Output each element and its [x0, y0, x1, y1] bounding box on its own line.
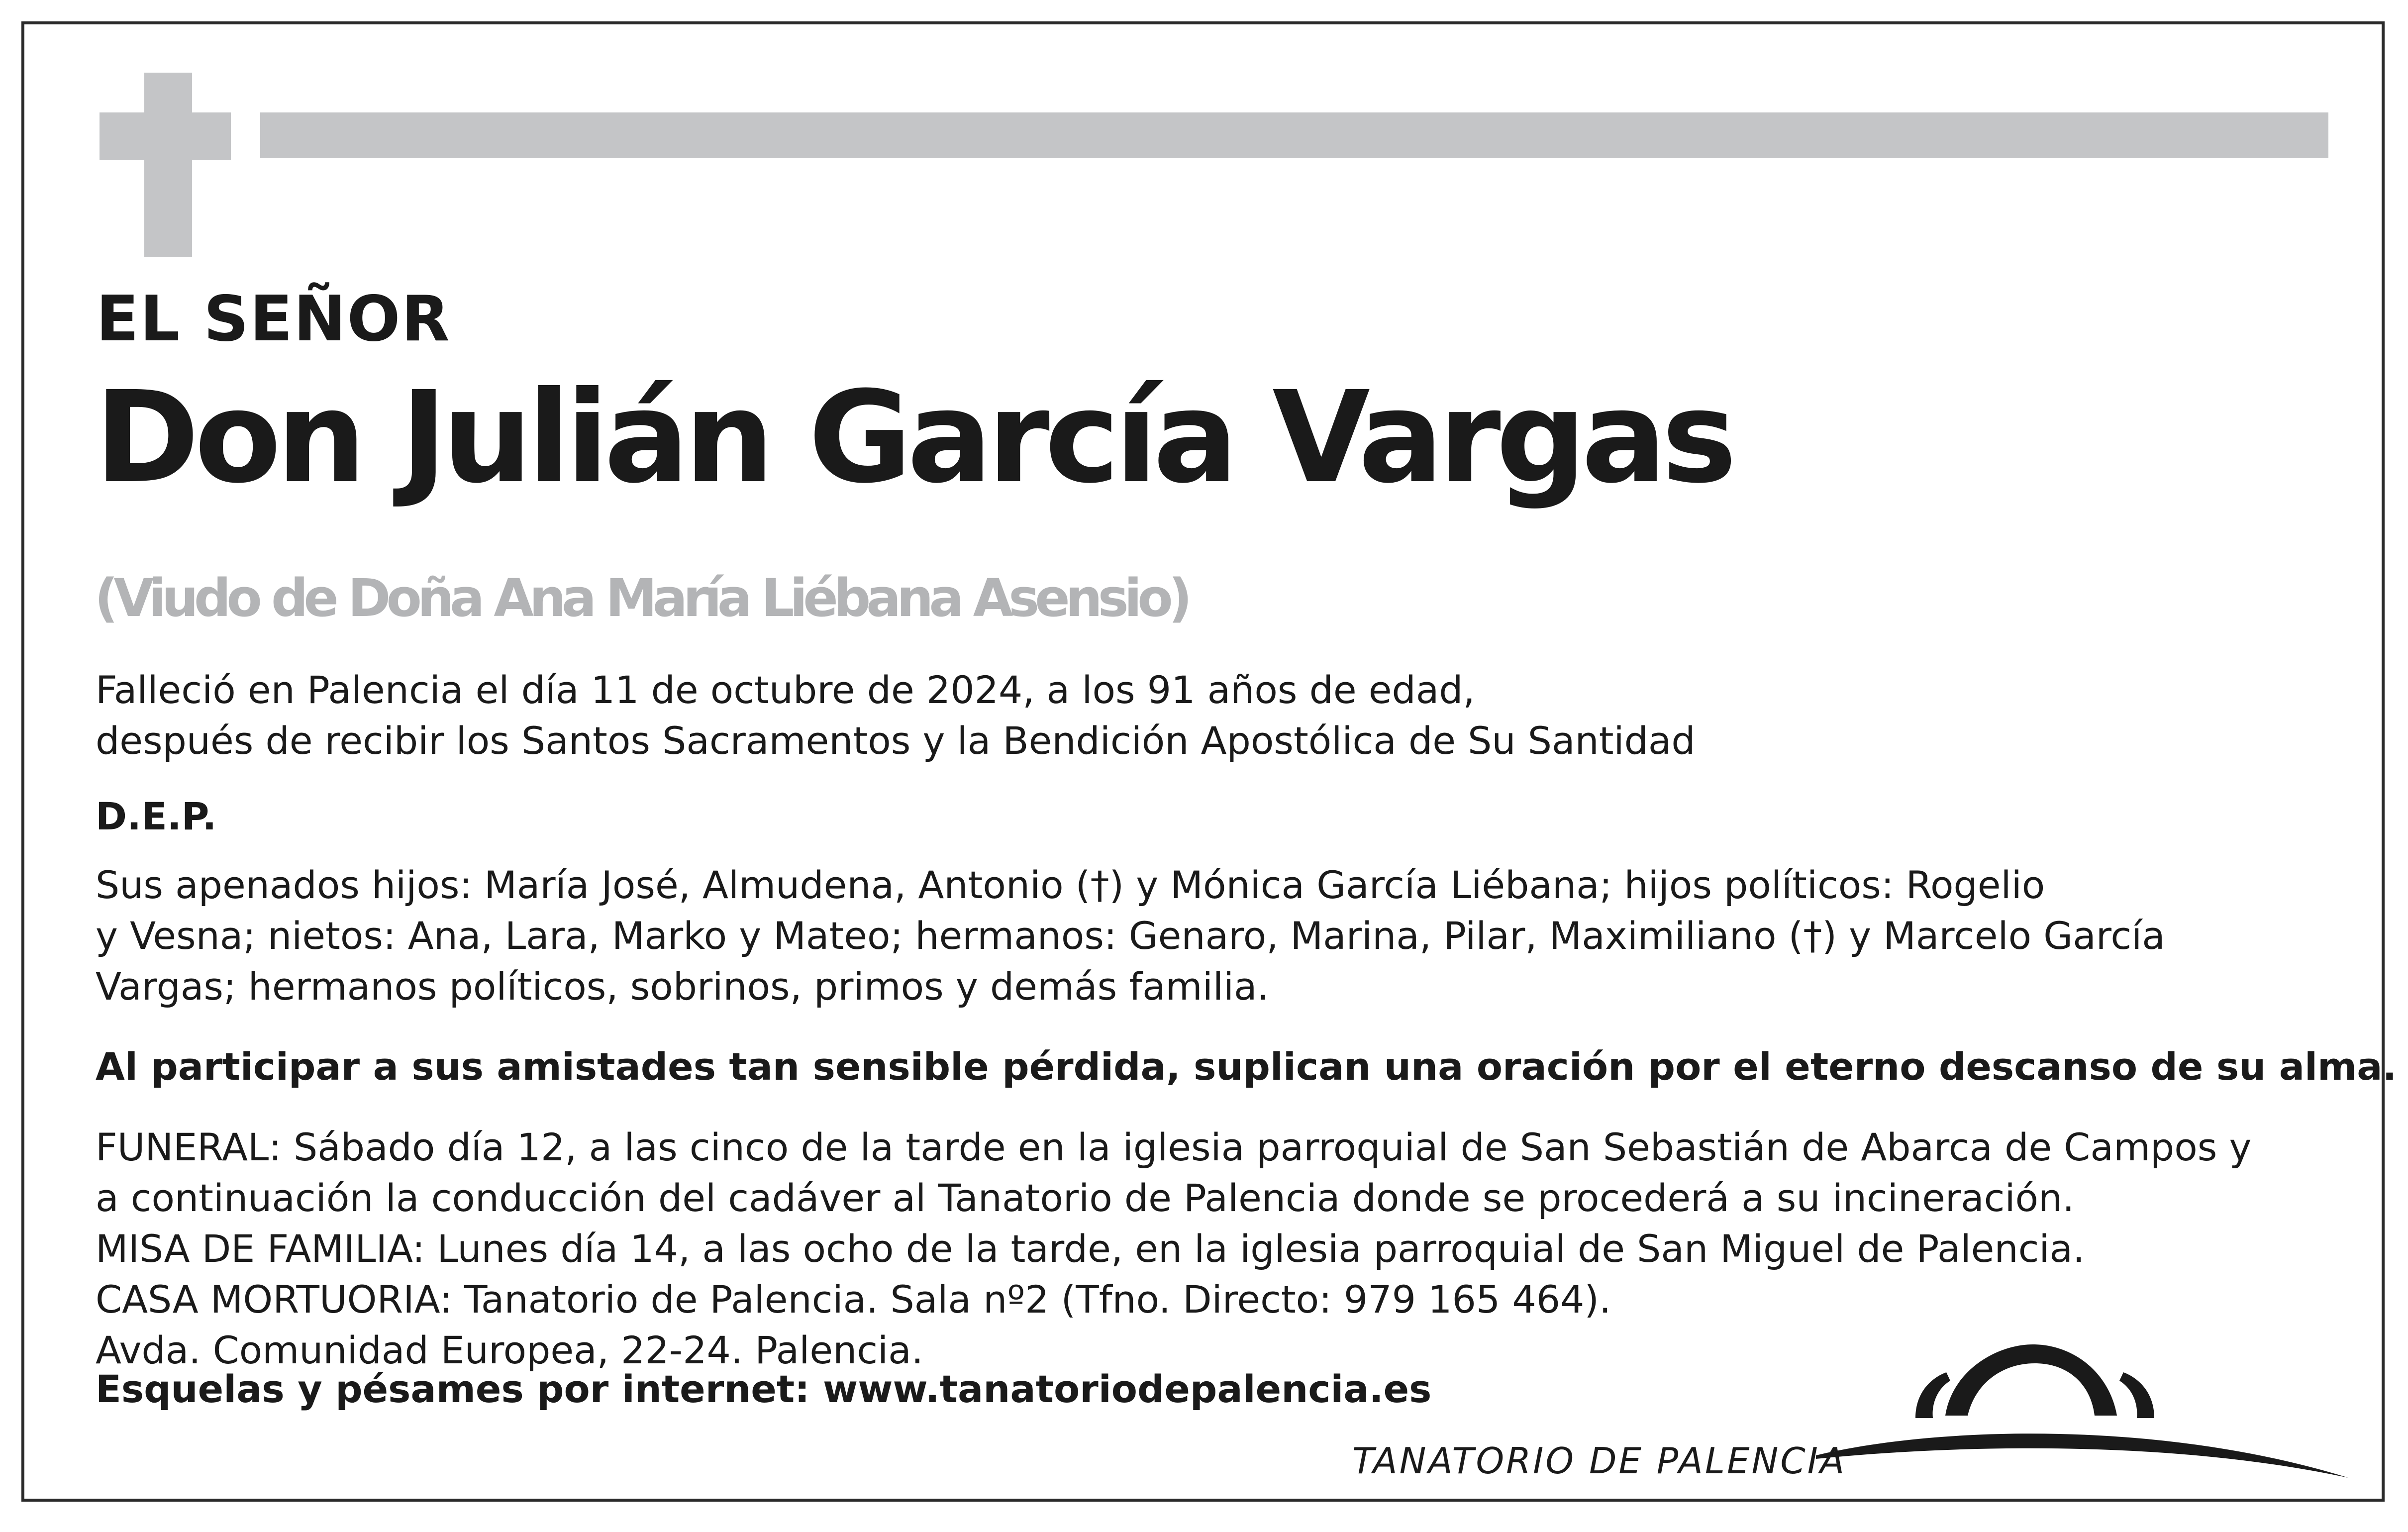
funeral-line: a continuación la conducción del cadáver al Tanatorio de Palencia donde se procederá a su incineración.: [96, 1176, 2075, 1220]
honorific: EL SEÑOR: [96, 282, 451, 355]
cross-icon-arm: [100, 112, 231, 160]
prayer-appeal: Al participar a sus amistades tan sensible pérdida, suplican una oración por el eterno descanso de su alma.: [96, 1044, 2397, 1089]
header-bar: [260, 112, 2328, 158]
family-line: y Vesna; nietos: Ana, Lara, Marko y Mateo; hermanos: Genaro, Marina, Pilar, Maximiliano (†) y Marcelo García: [96, 914, 2165, 958]
tanatorio-logo-text: TANATORIO DE PALENCIA: [1352, 1440, 1847, 1482]
family-line: Sus apenados hijos: María José, Almudena, Antonio (†) y Mónica García Liébana; hijos políticos: Rogelio: [96, 863, 2045, 907]
website-line: Esquelas y pésames por internet: www.tanatoriodepalencia.es: [96, 1367, 1432, 1411]
deceased-name: Don Julián García Vargas: [95, 364, 1732, 511]
family-list: [96, 860, 2165, 1012]
mortuary-line: CASA MORTUORIA: Tanatorio de Palencia. Sala nº2 (Tfno. Directo: 979 165 464).: [96, 1277, 1611, 1322]
funeral-line: FUNERAL: Sábado día 12, a las cinco de la tarde en la iglesia parroquial de San Sebastián de Abarca de Campos y: [96, 1125, 2252, 1169]
tanatorio-dome-logo-icon: [1816, 1314, 2353, 1493]
widow-note: (Viudo de Doña Ana María Liébana Asensio): [95, 568, 1188, 628]
death-notice-line: después de recibir los Santos Sacramentos y la Bendición Apostólica de Su Santidad: [96, 718, 1696, 763]
death-notice-line: Falleció en Palencia el día 11 de octubre de 2024, a los 91 años de edad,: [96, 668, 1475, 712]
death-notice: [96, 665, 1696, 766]
address-line: Avda. Comunidad Europea, 22-24. Palencia.: [96, 1328, 923, 1372]
dep-label: D.E.P.: [96, 794, 217, 838]
cross-icon: [144, 73, 192, 257]
family-mass-line: MISA DE FAMILIA: Lunes día 14, a las ocho de la tarde, en la iglesia parroquial de San Miguel de Palencia.: [96, 1226, 2085, 1271]
family-line: Vargas; hermanos políticos, sobrinos, primos y demás familia.: [96, 964, 1269, 1009]
